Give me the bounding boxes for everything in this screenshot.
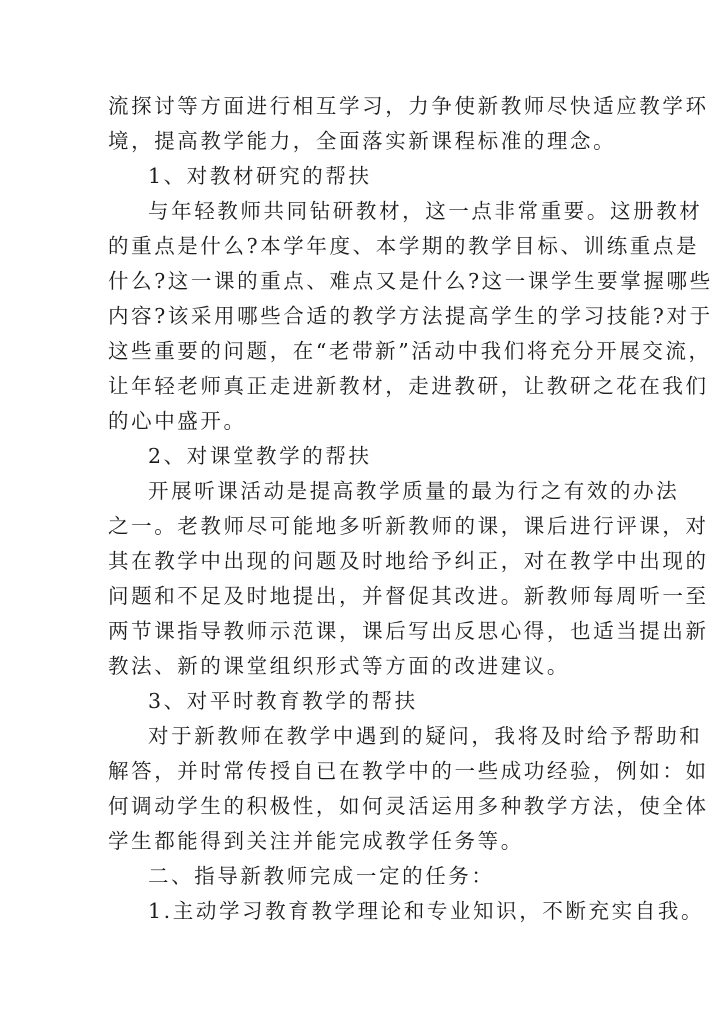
body-text-line: 什么?这一课的重点、难点又是什么?这一课学生要掌握哪些 [108,269,713,293]
body-text-line: 问题和不足及时地提出，并督促其改进。新教师每周听一至 [108,584,709,608]
body-text-line: 两节课指导教师示范课，课后写出反思心得，也适当提出新 [108,619,709,643]
body-text-line: 何调动学生的积极性，如何灵活运用多种教学方法，使全体 [108,794,709,818]
body-text-line: 让年轻老师真正走进新教材，走进教研，让教研之花在我们 [108,374,709,398]
section-heading: 1、对教材研究的帮扶 [148,164,372,188]
body-text-line: 其在教学中出现的问题及时地给予纠正，对在教学中出现的 [108,549,709,573]
body-text-line: 教法、新的课堂组织形式等方面的改进建议。 [108,654,570,678]
body-text-line: 流探讨等方面进行相互学习，力争使新教师尽快适应教学环 [108,94,709,118]
body-text-line: 之一。老教师尽可能地多听新教师的课，课后进行评课，对 [108,514,709,538]
body-text-line: 对于新教师在教学中遇到的疑问，我将及时给予帮助和 [148,724,703,748]
body-text-line: 开展听课活动是提高教学质量的最为行之有效的办法 [148,479,680,503]
body-text-line: 的心中盛开。 [108,409,247,433]
section-heading: 二、指导新教师完成一定的任务： [148,864,495,888]
body-text-line: 内容?该采用哪些合适的教学方法提高学生的学习技能?对于 [108,304,713,328]
body-text-line: 与年轻教师共同钻研教材，这一点非常重要。这册教材 [148,199,703,223]
section-heading: 2、对课堂教学的帮扶 [148,444,372,468]
body-text-line: 境，提高教学能力，全面落实新课程标准的理念。 [108,129,617,153]
body-text-line: 这些重要的问题，在“老带新”活动中我们将充分开展交流， [108,339,712,363]
list-item: 1.主动学习教育教学理论和专业知识，不断充实自我。 [148,899,705,923]
body-text-line: 学生都能得到关注并能完成教学任务等。 [108,829,524,853]
section-heading: 3、对平时教育教学的帮扶 [148,689,418,713]
body-text-line: 的重点是什么?本学年度、本学期的教学目标、训练重点是 [108,234,700,258]
body-text-line: 解答，并时常传授自已在教学中的一些成功经验，例如：如 [108,759,709,783]
